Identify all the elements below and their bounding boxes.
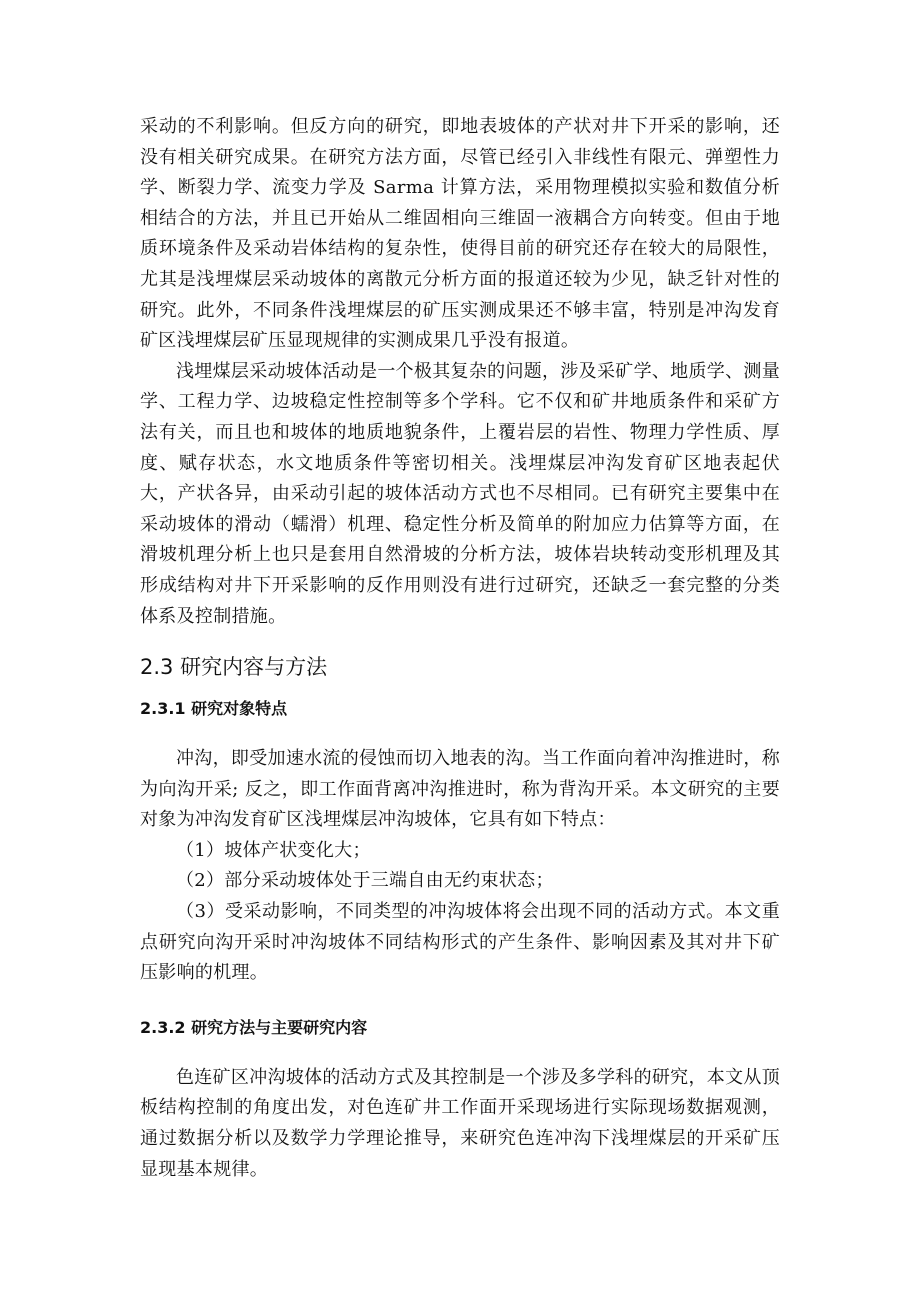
section-heading-2-3: 2.3 研究内容与方法 bbox=[140, 655, 328, 680]
paragraph-research-limitations: 采动的不利影响。但反方向的研究，即地表坡体的产状对井下开采的影响，还没有相关研究成果。在研究方法方面，尽管已经引入非线性有限元、弹塑性力学、断裂力学、流变力学及 Sarma 计算方法，采用物理模拟实验和数值分析相结合的方法，并且已开始从二维固相向三维固一液耦合方向转变。但由于地质环境条件及采动岩体结构的复杂性，使得目前的研究还存在较大的局限性，尤其是浅埋煤层采动坡体的离散元分析方面的报道还较为少见，缺乏针对性的研究。此外，不同条件浅埋煤层的矿压实测成果还不够丰富，特别是冲沟发育矿区浅埋煤层矿压显现规律的实测成果几乎没有报道。 bbox=[140, 116, 780, 352]
list-item-1: （1）坡体产状变化大； bbox=[176, 839, 371, 861]
subsection-heading-2-3-1: 2.3.1 研究对象特点 bbox=[140, 699, 288, 719]
page-content bbox=[140, 112, 780, 1185]
paragraph-slope-activity: 浅埋煤层采动坡体活动是一个极其复杂的问题，涉及采矿学、地质学、测量学、工程力学、边坡稳定性控制等多个学科。它不仅和矿井地质条件和采矿方法有关，而且也和坡体的地质地貌条件，上覆岩层的岩性、物理力学性质、厚度、赋存状态，水文地质条件等密切相关。浅埋煤层冲沟发育矿区地表起伏大，产状各异，由采动引起的坡体活动方式也不尽相同。已有研究主要集中在采动坡体的滑动（蠕滑）机理、稳定性分析及简单的附加应力估算等方面，在滑坡机理分析上也只是套用自然滑坡的分析方法，坡体岩块转动变形机理及其形成结构对井下开采影响的反作用则没有进行过研究，还缺乏一套完整的分类体系及控制措施。 bbox=[140, 360, 780, 627]
list-item-3: （3）受采动影响，不同类型的冲沟坡体将会出现不同的活动方式。本文重点研究向沟开采时冲沟坡体不同结构形式的产生条件、影响因素及其对井下矿压影响的机理。 bbox=[140, 901, 780, 984]
list-item-2: （2）部分采动坡体处于三端自由无约束状态； bbox=[176, 870, 554, 892]
paragraph-gully-definition: 冲沟，即受加速水流的侵蚀而切入地表的沟。当工作面向着冲沟推进时，称为向沟开采; 反之，即工作面背离冲沟推进时，称为背沟开采。本文研究的主要对象为冲沟发育矿区浅埋煤层冲沟坡体，它具有如下特点： bbox=[140, 748, 780, 831]
paragraph-research-method: 色连矿区冲沟坡体的活动方式及其控制是一个涉及多学科的研究，本文从顶板结构控制的角度出发，对色连矿井工作面开采现场进行实际现场数据观测，通过数据分析以及数学力学理论推导，来研究色连冲沟下浅埋煤层的开采矿压显现基本规律。 bbox=[140, 1066, 780, 1180]
subsection-heading-2-3-2: 2.3.2 研究方法与主要研究内容 bbox=[140, 1017, 368, 1037]
